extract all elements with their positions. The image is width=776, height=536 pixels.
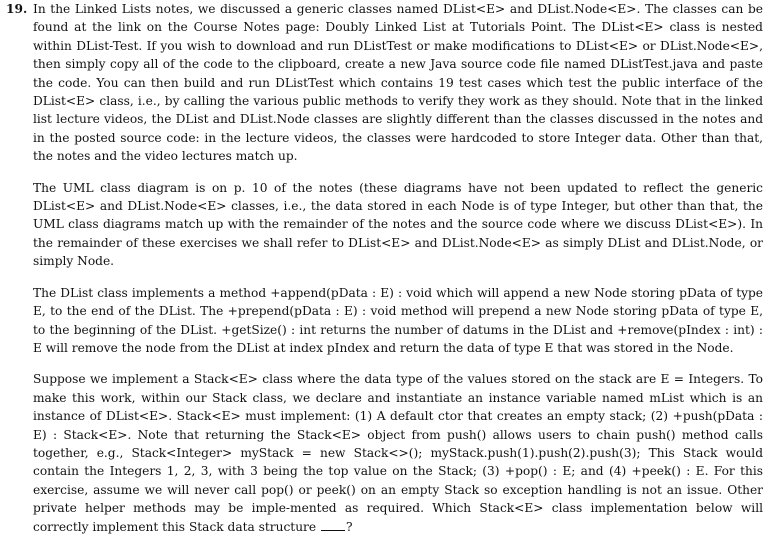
paragraph-stack-question bbox=[33, 370, 763, 536]
answer-blank bbox=[321, 520, 345, 531]
question-number: 19. bbox=[6, 2, 28, 16]
paragraph-uml-diagram: The UML class diagram is on p. 10 of the notes (these diagrams have not been updated to reflect the generic DList<E> and DList.Node<E> classes, i.e., the data stored in each Node is of type Integer, but other than that, the UML class diagrams match up with the remainder of the notes and the source code where we discuss DList<E>). In the remainder of these exercises we shall refer to DList<E> and DList.Node<E> as simply DList and DList.Node, or simply Node. bbox=[33, 180, 763, 269]
stack-question-text: Suppose we implement a Stack<E> class where the data type of the values stored on the stack are E = Integers. To make this work, within our Stack class, we declare and instantiate an instance variable named mList which is an instance of DList<E>. Stack<E> must implement: (1) A default ctor that creates an empty stack; (2) +push(pData : E) : Stack<E>. Note that returning the Stack<E> object from push() allows users to chain push() method calls together, e.g., Stack<Integer> myStack = new Stack<>(); myStack.push(1).push(2).push(3); This Stack would contain the Integers 1, 2, 3, with 3 being the top value on the Stack; (3) +pop() : E; and (4) +peek() : E. For this exercise, assume we will never call pop() or peek() on an empty Stack so exception handling is not an issue. Other private helper methods may be imple-mented as required. Which Stack<E> class implementation below will correctly implement this Stack data structure bbox=[33, 372, 763, 534]
question-mark: ? bbox=[345, 519, 353, 534]
paragraph-linked-lists-intro: In the Linked Lists notes, we discussed a generic classes named DList<E> and DList.Node<E>. The classes can be found at the link on the Course Notes page: Doubly Linked List at Tutorials Point. The DList<E> class is nested within DList-Test. If you wish to download and run DListTest or make modifications to DList<E> or DList.Node<E>, then simply copy all of the code to the clipboard, create a new Java source code file named DListTest.java and paste the code. You can then build and run DListTest which contains 19 test cases which test the public interface of the DList<E> class, i.e., by calling the various public methods to verify they work as they should. Note that in the linked list lecture videos, the DList and DList.Node classes are slightly different than the classes discussed in the notes and in the posted source code: in the lecture videos, the classes were hardcoded to store Integer data. Other than that, the notes and the video lectures match up. bbox=[33, 2, 763, 164]
question-body bbox=[33, 0, 763, 536]
paragraph-dlist-methods: The DList class implements a method +append(pData : E) : void which will append a new Node storing pData of type E, to the end of the DList. The +prepend(pData : E) : void method will prepend a new Node storing pData of type E, to the beginning of the DList. +getSize() : int returns the number of datums in the DList and +remove(pIndex : int) : E will remove the node from the DList at index pIndex and return the data of type E that was stored in the Node. bbox=[33, 285, 763, 355]
